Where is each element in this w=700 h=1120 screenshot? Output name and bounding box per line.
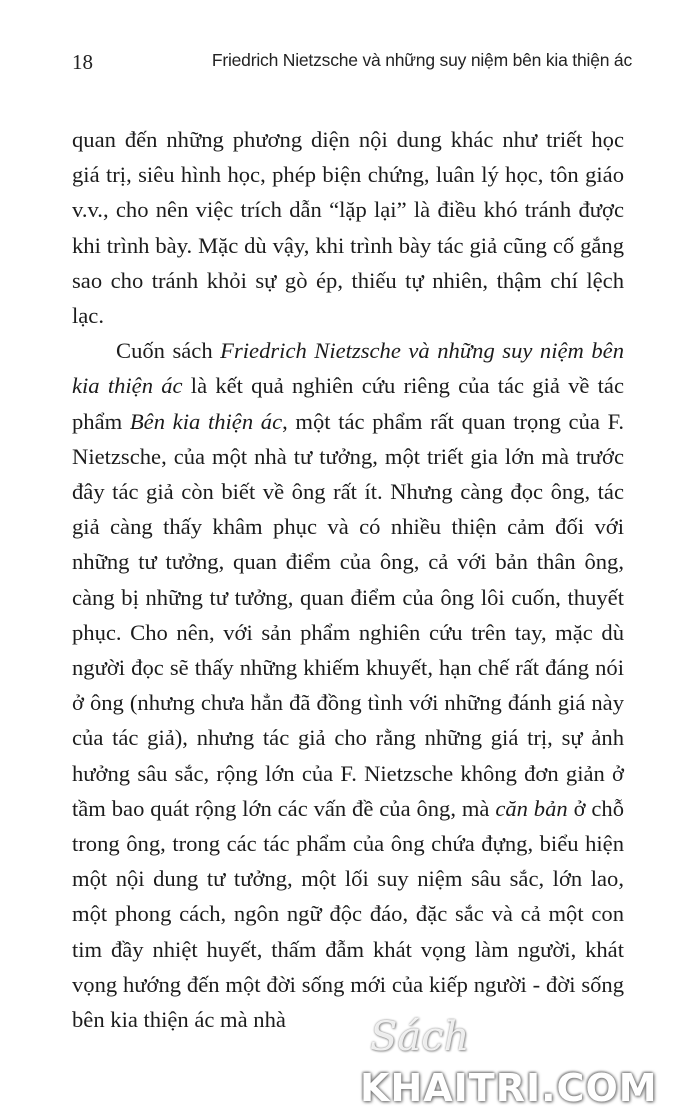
- body-text: [72, 122, 624, 1037]
- text-run: ở chỗ trong ông, trong các tác phẩm của ông chứa đựng, biểu hiện một nội dung tư tưởng, một lối suy niệm sâu sắc, lớn lao, một phong cách, ngôn ngữ độc đáo, đặc sắc và cả một con tim đầy nhiệt huyết, thấm đẫm khát vọng làm người, khát vọng hướng đến một đời sống mới của kiếp người - đời sống bên kia thiện ác mà nhà: [72, 795, 624, 1033]
- italic-text-run: Bên kia thiện ác: [129, 408, 283, 434]
- running-title: Friedrich Nietzsche và những suy niệm bên kia thiện ác: [211, 50, 632, 70]
- page-header: [72, 44, 632, 74]
- watermark-logo: [360, 1014, 700, 1120]
- text-run: quan đến những phương diện nội dung khác như triết học giá trị, siêu hình học, phép biện chứng, luân lý học, tôn giáo v.v., cho nên việc trích dẫn “lặp lại” là điều khó tránh được khi trình bày. Mặc dù vậy, khi trình bày tác giả cũng cố gắng sao cho tránh khỏi sự gò ép, thiếu tự nhiên, thậm chí lệch lạc.: [72, 127, 624, 329]
- paragraph: [72, 333, 624, 1037]
- paragraph: [72, 122, 624, 333]
- text-run: , một tác phẩm rất quan trọng của F. Nietzsche, của một nhà tư tưởng, một triết gia lớn mà trước đây tác giả còn biết về ông rất ít. Nhưng càng đọc ông, tác giả càng thấy khâm phục và có nhiều thiện cảm đối với những tư tưởng, quan điểm của ông, cả với bản thân ông, càng bị những tư tưởng, quan điểm của ông lôi cuốn, thuyết phục. Cho nên, với sản phẩm nghiên cứu trên tay, mặc dù người đọc sẽ thấy những khiếm khuyết, hạn chế rất đáng nói ở ông (nhưng chưa hẳn đã đồng tình với những đánh giá này của tác giả), nhưng tác giả cho rằng những giá trị, sự ảnh hưởng sâu sắc, rộng lớn của F. Nietzsche không đơn giản ở tầm bao quát rộng lớn các vấn đề của ông, mà: [72, 408, 624, 821]
- watermark-script: Sách: [370, 1014, 470, 1060]
- page-number: 18: [72, 50, 93, 74]
- italic-text-run: căn bản: [495, 795, 568, 821]
- italic-text-run: Friedrich Nietzsche và những suy niệm bên kia thiện ác: [72, 338, 624, 399]
- watermark-brand: KHAITRI.COM: [360, 1066, 658, 1110]
- text-run: Cuốn sách: [116, 338, 221, 364]
- text-run: là kết quả nghiên cứu riêng của tác giả về tác phẩm: [72, 373, 624, 434]
